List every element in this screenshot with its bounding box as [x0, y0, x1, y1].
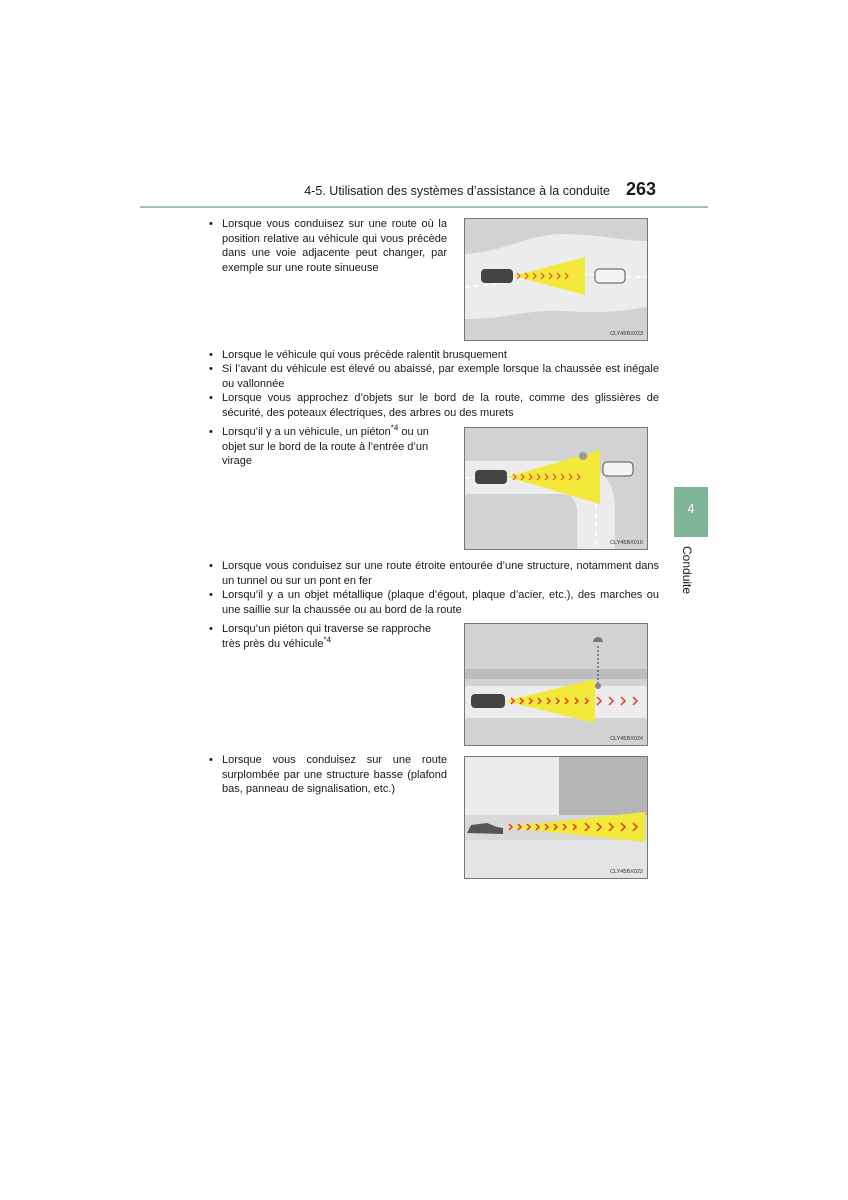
bullet-uneven-road	[209, 362, 659, 391]
chapter-label: Conduite	[680, 546, 694, 595]
bullet-dot: •	[209, 363, 213, 375]
bullet-text: Lorsque le véhicule qui vous précède ralentit brusquement	[222, 349, 507, 361]
bullet-roadside-objects	[209, 391, 659, 420]
bullet-text: Lorsqu’il y a un véhicule, un piéton	[222, 426, 391, 438]
figure-code: CLY45BX016	[610, 540, 643, 546]
bullet-text: Lorsque vous conduisez sur une route où la position relative au véhicule qui vous précède dans une voie adjacente peut changer, par exemple sur une route sinueuse	[222, 218, 447, 274]
figure-code: CLY45BX022	[610, 869, 643, 875]
bullet-curve-entrance	[209, 425, 447, 469]
figure-code: CLY45BX024	[610, 736, 643, 742]
bullet-text: Lorsque vous conduisez sur une route surplombée par une structure basse (plafond bas, panneau de signalisation, etc.)	[222, 754, 447, 795]
bullet-text: Lorsque vous conduisez sur une route étroite entourée d’une structure, notamment dans un tunnel ou sur un pont en fer	[222, 560, 659, 587]
figure-curve-entrance	[464, 427, 648, 550]
bullet-dot: •	[209, 349, 213, 361]
bullet-text-continued: ou un objet sur le bord de la route à l’entrée d’un virage	[222, 426, 429, 467]
bullet-sudden-braking	[209, 348, 659, 363]
figure-low-structure	[464, 756, 648, 879]
page-number: 263	[626, 179, 657, 199]
bullet-metal-object	[209, 588, 659, 617]
figure-code: CLY45BX023	[610, 331, 643, 337]
figure-crossing-pedestrian	[464, 623, 648, 746]
bullet-dot: •	[209, 589, 213, 601]
page-header-title: 4-5. Utilisation des systèmes d’assistance à la conduite	[304, 184, 610, 198]
bullet-dot: •	[209, 560, 213, 572]
bullet-dot: •	[209, 426, 213, 438]
bullet-text: Si l’avant du véhicule est élevé ou abaissé, par exemple lorsque la chaussée est inégale ou vallonnée	[222, 363, 659, 390]
header-rule	[140, 206, 708, 208]
footnote-marker: *4	[390, 423, 399, 433]
bullet-text: Lorsqu’il y a un objet métallique (plaque d’égout, plaque d’acier, etc.), des marches ou une saillie sur la chaussée ou au bord de la route	[222, 589, 659, 616]
bullet-low-structure	[209, 753, 447, 797]
low-structure-illustration	[465, 757, 647, 878]
bullet-crossing-pedestrian	[209, 622, 447, 651]
bullet-text: Lorsqu’un piéton qui traverse se rapproche très près du véhicule	[222, 623, 432, 650]
bullet-narrow-road	[209, 559, 659, 588]
curve-entrance-illustration	[465, 428, 647, 549]
bullet-text: Lorsque vous approchez d’objets sur le bord de la route, comme des glissières de sécurité, des poteaux électriques, des arbres ou des murets	[222, 392, 659, 419]
crossing-pedestrian-illustration	[465, 624, 647, 745]
winding-road-illustration	[465, 219, 647, 340]
bullet-winding-road	[209, 217, 447, 275]
bullet-dot: •	[209, 623, 213, 635]
bullet-dot: •	[209, 218, 213, 230]
bullet-dot: •	[209, 392, 213, 404]
chapter-tab: 4	[674, 487, 708, 537]
footnote-marker: *4	[323, 634, 332, 644]
bullet-dot: •	[209, 754, 213, 766]
figure-winding-road	[464, 218, 648, 341]
